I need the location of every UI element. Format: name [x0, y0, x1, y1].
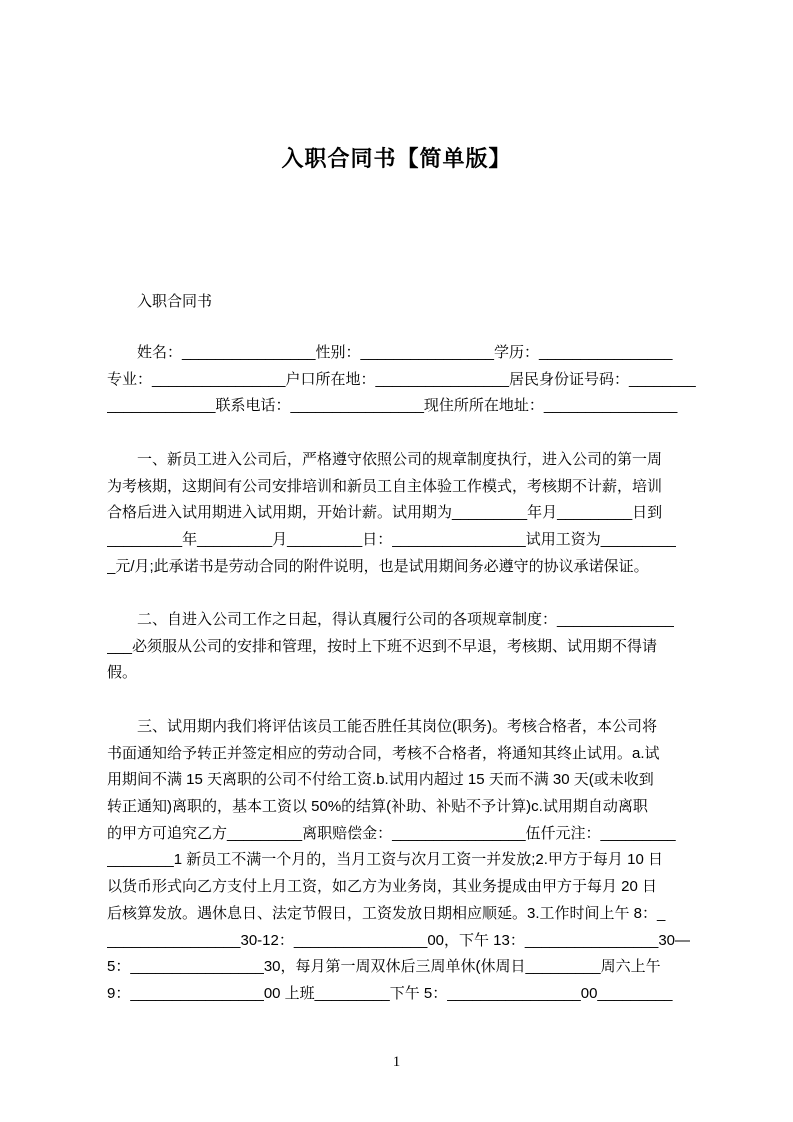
document-subtitle: 入职合同书 [137, 293, 213, 310]
text-line: 合格后进入试用期进入试用期，开始计薪。试用期为_________年月_________日到 [107, 504, 663, 522]
personal-info-section [107, 340, 700, 420]
text-line: ________________30-12：________________00，下午 13：________________30— [107, 931, 691, 949]
text-line: 三、试用期内我们将评估该员工能否胜任其岗位(职务)。考核合格者，本公司将 [107, 718, 657, 735]
text-line: 二、自进入公司工作之日起，得认真履行公司的各项规章制度：______________ [107, 611, 674, 628]
clause-2 [107, 607, 700, 687]
text-line: 后核算发放。遇休息日、法定节假日，工资发放日期相应顺延。3.工作时间上午 8：_ [107, 904, 666, 922]
text-line: 以货币形式向乙方支付上月工资，如乙方为业务岗，其业务提成由甲方于每月 20 日 [107, 878, 658, 896]
text-line: 专业：________________户口所在地：________________居民身份证号码：________ [107, 370, 696, 388]
text-line: 姓名：________________性别：________________学历：________________ [107, 344, 673, 361]
text-line: ___必须服从公司的安排和管理，按时上下班不迟到不早退，考核期、试用期不得请 [107, 637, 658, 655]
text-line: _____________联系电话：________________现住所所在地址：________________ [107, 397, 678, 415]
text-line: 一、新员工进入公司后，严格遵守依照公司的规章制度执行，进入公司的第一周 [107, 451, 663, 468]
text-line: 用期间不满 15 天离职的公司不付给工资.b.试用内超过 15 天而不满 30 天(或未收到 [107, 771, 654, 789]
text-line: ________1 新员工不满一个月的，当月工资与次月工资一并发放;2.甲方于每月 10 日 [107, 851, 663, 869]
text-line: _元/月;此承诺书是劳动合同的附件说明，也是试用期间务必遵守的协议承诺保证。 [107, 557, 649, 575]
text-line: 的甲方可追究乙方_________离职赔偿金：________________伍仟元注：_________ [107, 824, 676, 842]
page-number: 1 [392, 1054, 401, 1070]
text-line: 书面通知给予转正并签定相应的劳动合同，考核不合格者，将通知其终止试用。a.试 [107, 744, 660, 762]
text-line: 为考核期，这期间有公司安排培训和新员工自主体验工作模式，考核期不计薪，培训 [107, 477, 663, 495]
text-line: 5：________________30，每月第一周双休后三周单休(休周日_________周六上午 [107, 958, 661, 976]
document-title: 入职合同书【简单版】 [281, 146, 512, 171]
text-line: 假。 [107, 664, 138, 682]
text-line: 转正通知)离职的，基本工资以 50%的结算(补助、补贴不予计算)c.试用期自动离职 [107, 798, 648, 816]
clause-3 [107, 714, 700, 1008]
text-line: 9：________________00 上班_________下午 5：________________00_________ [107, 984, 673, 1002]
text-line: _________年_________月_________日：________________试用工资为_________ [107, 531, 676, 549]
clause-1 [107, 447, 700, 580]
